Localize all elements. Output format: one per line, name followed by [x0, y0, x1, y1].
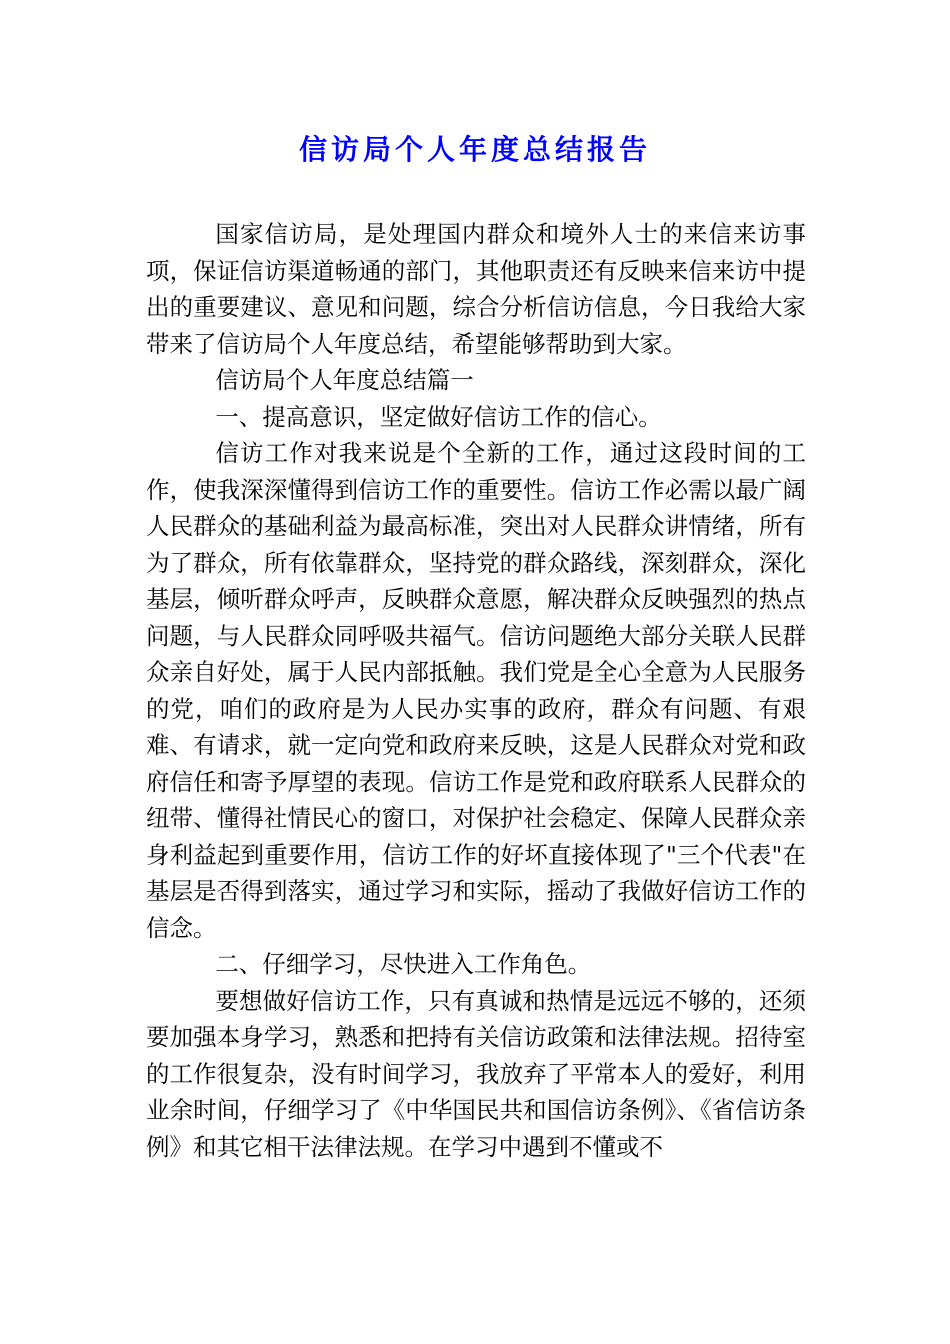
paragraph-intro: 国家信访局，是处理国内群众和境外人士的来信来访事项，保证信访渠道畅通的部门，其他职责还有反映来信来访中提出的重要建议、意见和问题，综合分析信访信息，今日我给大家带来了信访局个人年度总结，希望能够帮助到大家。 [146, 220, 806, 358]
paragraph-body-two: 要想做好信访工作，只有真诚和热情是远远不够的，还须要加强本身学习，熟悉和把持有关信访政策和法律法规。招待室的工作很复杂，没有时间学习，我放弃了平常本人的爱好，利用业余时间，仔细学习了《中华国民共和国信访条例》、《省信访条例》和其它相干法律法规。在学习中遇到不懂或不 [146, 986, 806, 1161]
paragraph-heading-one: 一、提高意识，坚定做好信访工作的信心。 [215, 402, 662, 431]
paragraph-body-one: 信访工作对我来说是个全新的工作，通过这段时间的工作，使我深深懂得到信访工作的重要性。信访工作必需以最广阔人民群众的基础利益为最高标准，突出对人民群众讲情绪，所有为了群众，所有依靠群众，坚持党的群众路线，深刻群众，深化基层，倾听群众呼声，反映群众意愿，解决群众反映强烈的热点问题，与人民群众同呼吸共福气。信访问题绝大部分关联人民群众亲自好处，属于人民内部抵触。我们党是全心全意为人民服务的党，咱们的政府是为人民办实事的政府，群众有问题、有艰难、有请求，就一定向党和政府来反映，这是人民群众对党和政府信任和寄予厚望的表现。信访工作是党和政府联系人民群众的纽带、懂得社情民心的窗口，对保护社会稳定、保障人民群众亲身利益起到重要作用，信访工作的好坏直接体现了"三个代表"在基层是否得到落实，通过学习和实际，摇动了我做好信访工作的信念。 [146, 439, 806, 942]
paragraph-section-title: 信访局个人年度总结篇一 [215, 366, 474, 394]
document-title: 信访局个人年度总结报告 [298, 133, 651, 166]
paragraph-heading-two: 二、仔细学习，尽快进入工作角色。 [215, 950, 592, 978]
document-body [146, 216, 806, 1165]
